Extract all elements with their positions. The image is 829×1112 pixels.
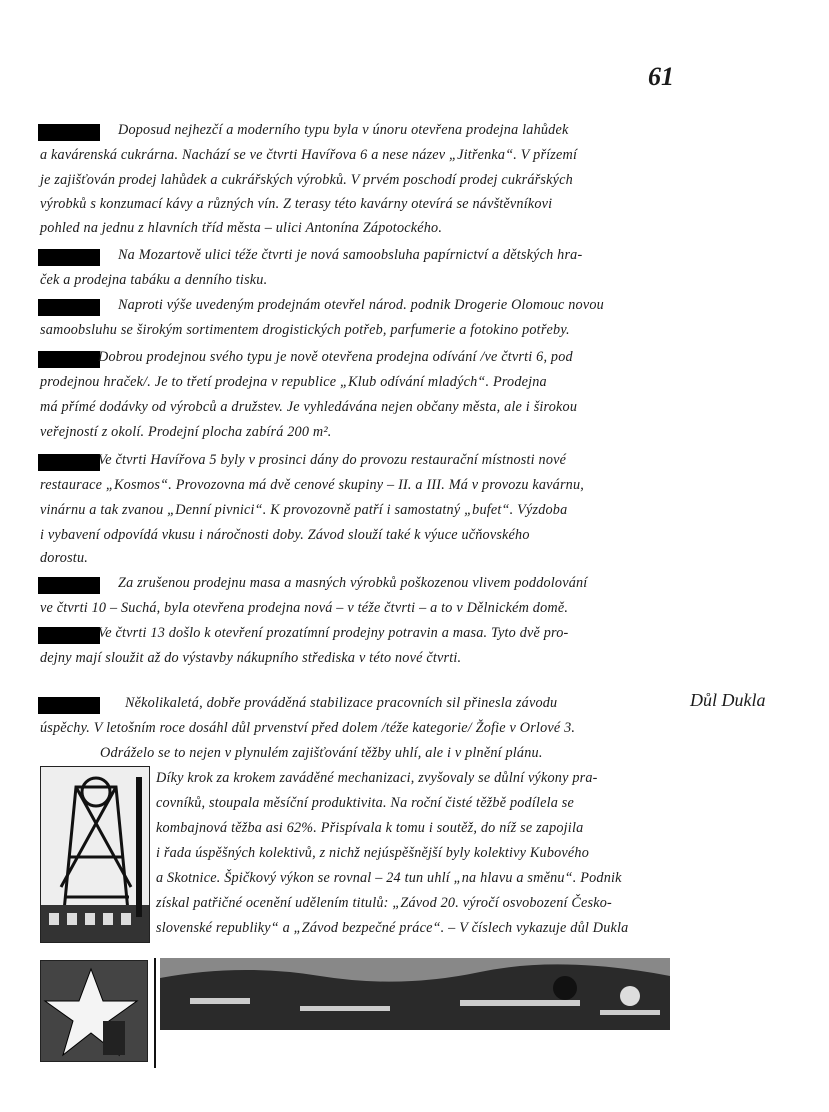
handwritten-line: slovenské republiky“ a „Závod bezpečné práce“. – V číslech vykazuje důl Dukla (156, 920, 629, 936)
handwritten-line: samoobsluhu se širokým sortimentem drogistických potřeb, parfumerie a fotokino potřeby. (40, 322, 570, 338)
handwritten-line: je zajišťován prodej lahůdek a cukrářských výrobků. V prvém poschodí prodej cukrářských (40, 172, 573, 188)
redaction-block (38, 454, 100, 471)
handwritten-line: Dobrou prodejnou svého typu je nově otevřena prodejna odívání /ve čtvrti 6, pod (98, 349, 573, 365)
redaction-block (38, 577, 100, 594)
handwritten-line: i vybavení odpovídá vkusu i náročnosti doby. Závod slouží také k výuce učňovského (40, 527, 530, 543)
page-number: 61 (648, 62, 674, 91)
redaction-block (38, 249, 100, 266)
handwritten-line: získal patřičné ocenění udělením titulů: „Závod 20. výročí osvobození Česko- (156, 895, 612, 911)
handwritten-line: restaurace „Kosmos“. Provozovna má dvě cenové skupiny – II. a III. Má v provozu kavárnu, (40, 477, 584, 493)
redaction-block (38, 351, 100, 368)
handwritten-line: výrobků s konzumací kávy a různých vín. Z terasy této kavárny otevírá se návštěvníkovi (40, 196, 553, 212)
handwritten-line: Za zrušenou prodejnu masa a masných výrobků poškozenou vlivem poddolování (118, 575, 588, 591)
margin-note: Důl Dukla (690, 690, 766, 710)
handwritten-line: a kavárenská cukrárna. Nachází se ve čtvrti Havířova 6 a nese název „Jitřenka“. V přízemí (40, 147, 578, 163)
redaction-block (38, 697, 100, 714)
handwritten-line: vinárnu a tak zvanou „Denní pivnici“. K provozovně patří i samostatný „bufet“. Výzdoba (40, 502, 568, 518)
handwritten-line: ček a prodejna tabáku a denního tisku. (40, 272, 268, 288)
handwritten-line: pohled na jednu z hlavních tříd města – ulici Antonína Zápotockého. (40, 220, 443, 236)
handwritten-line: dejny mají sloužit až do výstavby nákupního střediska v této nové čtvrti. (40, 650, 462, 666)
mine-tower-illustration (40, 766, 150, 943)
redaction-block (38, 299, 100, 316)
handwritten-line: Naproti výše uvedeným prodejnám otevřel národ. podnik Drogerie Olomouc novou (118, 297, 604, 313)
handwritten-line: Ve čtvrti Havířova 5 byly v prosinci dány do provozu restaurační místnosti nové (98, 452, 567, 468)
handwritten-line: kombajnová těžba asi 62%. Přispívala k tomu i soutěž, do níž se zapojila (156, 820, 584, 836)
handwritten-line: ve čtvrti 10 – Suchá, byla otevřena prodejna nová – v téže čtvrti – a to v Dělnickém domě. (40, 600, 569, 616)
handwritten-line: Na Mozartově ulici téže čtvrti je nová samoobsluha papírnictví a dětských hra- (118, 247, 583, 263)
redaction-block (38, 627, 100, 644)
industrial-panorama-illustration (160, 958, 670, 1030)
handwritten-line: veřejností z okolí. Prodejní plocha zabírá 200 m². (40, 424, 332, 440)
handwritten-line: Doposud nejhezčí a moderního typu byla v únoru otevřena prodejna lahůdek (118, 122, 569, 138)
handwritten-line: covníků, stoupala měsíční produktivita. Na roční čisté těžbě podílela se (156, 795, 575, 811)
star-illustration (40, 960, 148, 1062)
redaction-block (38, 124, 100, 141)
handwritten-line: Ve čtvrti 13 došlo k otevření prozatímní prodejny potravin a masa. Tyto dvě pro- (98, 625, 569, 641)
handwritten-line: Několikaletá, dobře prováděná stabilizace pracovních sil přinesla závodu (125, 695, 558, 711)
handwritten-line: má přímé dodávky od výrobců a družstev. Je vyhledávána nejen občany města, ale i širokou (40, 399, 578, 415)
handwritten-line: dorostu. (40, 550, 88, 566)
handwritten-line: úspěchy. V letošním roce dosáhl důl prvenství před dolem /téže kategorie/ Žofie v Orlové 3. (40, 720, 576, 736)
handwritten-line: Díky krok za krokem zaváděné mechanizaci, zvyšovaly se důlní výkony pra- (156, 770, 598, 786)
handwritten-line: i řada úspěšných kolektivů, z nichž nejúspěšnější byly kolektivy Kubového (156, 845, 590, 861)
divider (154, 958, 156, 1068)
handwritten-line: a Skotnice. Špičkový výkon se rovnal – 24 tun uhlí „na hlavu a směnu“. Podnik (156, 870, 622, 886)
handwritten-line: prodejnou hraček/. Je to třetí prodejna v republice „Klub odívání mladých“. Prodejna (40, 374, 547, 390)
handwritten-line: Odráželo se to nejen v plynulém zajišťování těžby uhlí, ale i v plnění plánu. (100, 745, 543, 761)
